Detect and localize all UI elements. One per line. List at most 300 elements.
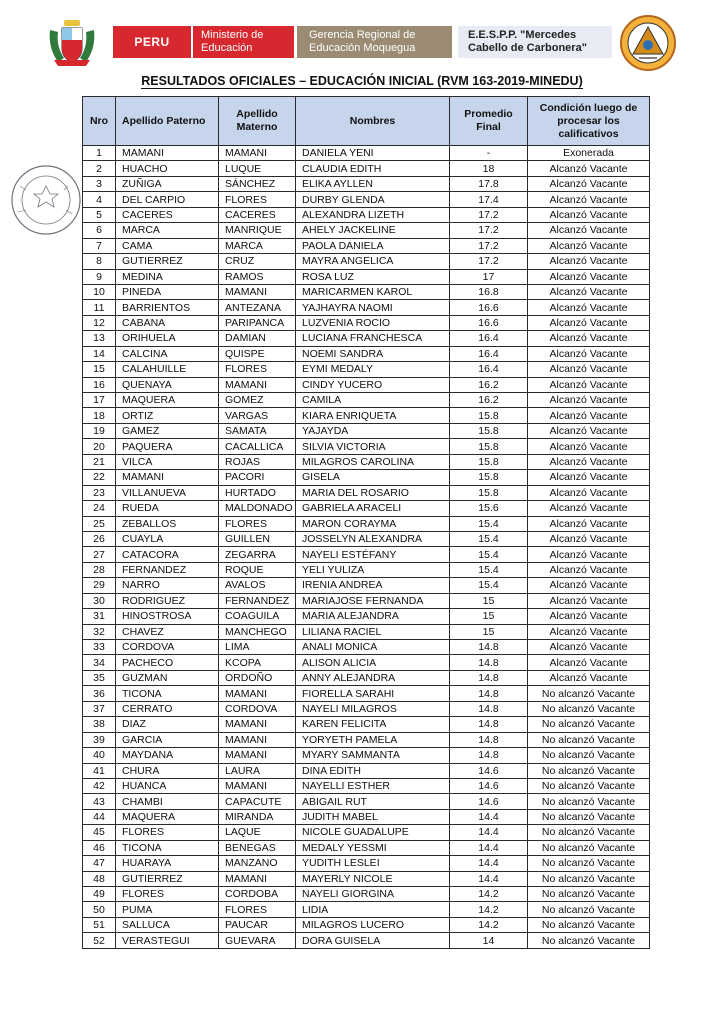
cell-paternal-surname: TICONA [116,840,219,855]
cell-names: GABRIELA ARACELI [296,501,450,516]
cell-paternal-surname: FERNANDEZ [116,562,219,577]
results-table [82,96,650,949]
cell-final-average: 14.8 [450,717,528,732]
cell-names: EYMI MEDALY [296,362,450,377]
cell-maternal-surname: MAMANI [219,377,296,392]
cell-maternal-surname: FLORES [219,362,296,377]
table-row [83,640,650,655]
cell-condition: Alcanzó Vacante [528,640,650,655]
cell-number: 47 [83,856,116,871]
cell-condition: No alcanzó Vacante [528,763,650,778]
cell-maternal-surname: FLORES [219,902,296,917]
table-row [83,393,650,408]
table-row [83,887,650,902]
cell-number: 51 [83,917,116,932]
table-row [83,670,650,685]
results-table-body [83,146,650,949]
table-row [83,377,650,392]
cell-paternal-surname: PAQUERA [116,439,219,454]
cell-number: 43 [83,794,116,809]
table-row [83,763,650,778]
official-stamp-icon [6,156,84,244]
cell-number: 16 [83,377,116,392]
cell-final-average: - [450,146,528,161]
cell-names: FIORELLA SARAHI [296,686,450,701]
cell-names: MARON CORAYMA [296,516,450,531]
cell-final-average: 17.8 [450,176,528,191]
cell-maternal-surname: CAPACUTE [219,794,296,809]
cell-names: ANNY ALEJANDRA [296,670,450,685]
cell-paternal-surname: NARRO [116,578,219,593]
cell-number: 12 [83,315,116,330]
cell-names: LIDIA [296,902,450,917]
cell-paternal-surname: CALAHUILLE [116,362,219,377]
cell-condition: Alcanzó Vacante [528,238,650,253]
cell-maternal-surname: HURTADO [219,485,296,500]
cell-names: CAMILA [296,393,450,408]
cell-paternal-surname: MARCA [116,223,219,238]
cell-paternal-surname: CUAYLA [116,531,219,546]
cell-paternal-surname: MAMANI [116,146,219,161]
cell-paternal-surname: FLORES [116,825,219,840]
cell-condition: Alcanzó Vacante [528,593,650,608]
col-header-maternal-surname: Apellido Materno [219,97,296,146]
cell-names: ALISON ALICIA [296,655,450,670]
cell-number: 38 [83,717,116,732]
cell-condition: Alcanzó Vacante [528,300,650,315]
cell-paternal-surname: FLORES [116,887,219,902]
cell-names: JOSSELYN ALEXANDRA [296,531,450,546]
cell-paternal-surname: HUACHO [116,161,219,176]
cell-maternal-surname: ROJAS [219,454,296,469]
cell-final-average: 16.8 [450,284,528,299]
cell-names: GISELA [296,470,450,485]
cell-final-average: 14.2 [450,917,528,932]
cell-maternal-surname: VARGAS [219,408,296,423]
cell-paternal-surname: GUZMAN [116,670,219,685]
cell-number: 36 [83,686,116,701]
cell-number: 28 [83,562,116,577]
cell-names: ELIKA AYLLEN [296,176,450,191]
cell-number: 30 [83,593,116,608]
col-header-paternal-surname: Apellido Paterno [116,97,219,146]
cell-final-average: 14 [450,933,528,948]
cell-number: 10 [83,284,116,299]
cell-number: 13 [83,331,116,346]
cell-number: 15 [83,362,116,377]
cell-paternal-surname: GUTIERREZ [116,254,219,269]
table-row [83,315,650,330]
cell-maternal-surname: ANTEZANA [219,300,296,315]
cell-number: 22 [83,470,116,485]
cell-final-average: 15.4 [450,578,528,593]
col-header-names: Nombres [296,97,450,146]
cell-paternal-surname: CABANA [116,315,219,330]
cell-maternal-surname: GUEVARA [219,933,296,948]
cell-condition: No alcanzó Vacante [528,794,650,809]
cell-names: MILAGROS LUCERO [296,917,450,932]
cell-paternal-surname: SALLUCA [116,917,219,932]
cell-condition: No alcanzó Vacante [528,856,650,871]
table-row [83,871,650,886]
cell-condition: No alcanzó Vacante [528,902,650,917]
cell-paternal-surname: DEL CARPIO [116,192,219,207]
table-row [83,547,650,562]
cell-number: 49 [83,887,116,902]
cell-paternal-surname: HUANCA [116,778,219,793]
cell-final-average: 16.2 [450,393,528,408]
table-row [83,562,650,577]
cell-names: JUDITH MABEL [296,809,450,824]
table-row [83,408,650,423]
cell-names: KAREN FELICITA [296,717,450,732]
table-row [83,748,650,763]
cell-final-average: 15.6 [450,501,528,516]
cell-paternal-surname: VILCA [116,454,219,469]
cell-final-average: 14.8 [450,655,528,670]
cell-number: 21 [83,454,116,469]
cell-number: 17 [83,393,116,408]
peru-label: PERU [113,26,191,58]
cell-condition: Alcanzó Vacante [528,362,650,377]
cell-condition: Alcanzó Vacante [528,223,650,238]
cell-number: 29 [83,578,116,593]
table-row [83,485,650,500]
cell-maternal-surname: MAMANI [219,748,296,763]
cell-paternal-surname: ORIHUELA [116,331,219,346]
cell-names: PAOLA DANIELA [296,238,450,253]
cell-maternal-surname: RAMOS [219,269,296,284]
cell-names: MARIA DEL ROSARIO [296,485,450,500]
cell-number: 7 [83,238,116,253]
cell-maternal-surname: PAUCAR [219,917,296,932]
cell-condition: Alcanzó Vacante [528,269,650,284]
cell-maternal-surname: MAMANI [219,778,296,793]
cell-final-average: 14.4 [450,856,528,871]
cell-number: 6 [83,223,116,238]
cell-maternal-surname: MAMANI [219,732,296,747]
cell-final-average: 14.6 [450,778,528,793]
cell-condition: Alcanzó Vacante [528,547,650,562]
cell-number: 9 [83,269,116,284]
cell-paternal-surname: MAYDANA [116,748,219,763]
cell-names: YELI YULIZA [296,562,450,577]
cell-paternal-surname: HUARAYA [116,856,219,871]
cell-number: 42 [83,778,116,793]
table-row [83,454,650,469]
cell-final-average: 14.6 [450,794,528,809]
cell-final-average: 16.6 [450,300,528,315]
cell-names: IRENIA ANDREA [296,578,450,593]
cell-paternal-surname: HINOSTROSA [116,609,219,624]
table-row [83,207,650,222]
cell-maternal-surname: MAMANI [219,146,296,161]
cell-names: KIARA ENRIQUETA [296,408,450,423]
cell-number: 8 [83,254,116,269]
cell-number: 19 [83,423,116,438]
cell-final-average: 16.4 [450,331,528,346]
cell-names: MARIAJOSE FERNANDA [296,593,450,608]
cell-maternal-surname: MIRANDA [219,809,296,824]
cell-final-average: 15.4 [450,531,528,546]
cell-names: LUCIANA FRANCHESCA [296,331,450,346]
cell-number: 37 [83,701,116,716]
cell-final-average: 15.8 [450,439,528,454]
cell-condition: Alcanzó Vacante [528,254,650,269]
cell-condition: Alcanzó Vacante [528,408,650,423]
cell-final-average: 15 [450,624,528,639]
table-row [83,933,650,948]
cell-number: 35 [83,670,116,685]
cell-names: YAJAYDA [296,423,450,438]
cell-paternal-surname: CORDOVA [116,640,219,655]
table-row [83,300,650,315]
col-header-condition: Condición luego de procesar los calificativos [528,97,650,146]
school-name-label: E.E.S.P.P. "Mercedes Cabello de Carbonera" [458,26,612,58]
cell-final-average: 17.2 [450,207,528,222]
cell-condition: Alcanzó Vacante [528,207,650,222]
cell-final-average: 14.4 [450,809,528,824]
cell-maternal-surname: MAMANI [219,284,296,299]
cell-paternal-surname: CERRATO [116,701,219,716]
cell-number: 23 [83,485,116,500]
cell-maternal-surname: BENEGAS [219,840,296,855]
cell-names: LILIANA RACIEL [296,624,450,639]
cell-maternal-surname: MARCA [219,238,296,253]
table-row [83,778,650,793]
cell-maternal-surname: CACALLICA [219,439,296,454]
cell-names: DINA EDITH [296,763,450,778]
table-row [83,701,650,716]
cell-final-average: 15 [450,593,528,608]
cell-names: MYARY SAMMANTA [296,748,450,763]
cell-paternal-surname: GARCIA [116,732,219,747]
cell-names: NAYELI ESTÉFANY [296,547,450,562]
cell-number: 20 [83,439,116,454]
cell-maternal-surname: PARIPANCA [219,315,296,330]
cell-number: 48 [83,871,116,886]
cell-maternal-surname: CRUZ [219,254,296,269]
cell-final-average: 15 [450,609,528,624]
cell-condition: Exonerada [528,146,650,161]
cell-names: ANALI MONICA [296,640,450,655]
table-row [83,269,650,284]
cell-condition: No alcanzó Vacante [528,825,650,840]
cell-condition: Alcanzó Vacante [528,439,650,454]
cell-number: 52 [83,933,116,948]
cell-maternal-surname: CORDOVA [219,701,296,716]
table-row [83,439,650,454]
cell-number: 45 [83,825,116,840]
cell-paternal-surname: ORTIZ [116,408,219,423]
table-row [83,686,650,701]
cell-names: ALEXANDRA LIZETH [296,207,450,222]
table-row [83,732,650,747]
cell-paternal-surname: MEDINA [116,269,219,284]
cell-names: YUDITH LESLEI [296,856,450,871]
cell-number: 31 [83,609,116,624]
cell-maternal-surname: KCOPA [219,655,296,670]
cell-final-average: 14.4 [450,871,528,886]
cell-paternal-surname: VILLANUEVA [116,485,219,500]
document-title: RESULTADOS OFICIALES – EDUCACIÓN INICIAL (RVM 163-2019-MINEDU) [141,74,583,88]
table-row [83,362,650,377]
cell-condition: No alcanzó Vacante [528,778,650,793]
cell-maternal-surname: LAURA [219,763,296,778]
cell-condition: No alcanzó Vacante [528,871,650,886]
cell-maternal-surname: ROQUE [219,562,296,577]
cell-paternal-surname: CACERES [116,207,219,222]
cell-maternal-surname: LUQUE [219,161,296,176]
cell-condition: Alcanzó Vacante [528,161,650,176]
cell-names: DANIELA YENI [296,146,450,161]
peru-coat-of-arms-icon [44,14,100,70]
cell-condition: Alcanzó Vacante [528,284,650,299]
cell-number: 5 [83,207,116,222]
cell-condition: Alcanzó Vacante [528,655,650,670]
cell-names: NICOLE GUADALUPE [296,825,450,840]
cell-final-average: 14.2 [450,887,528,902]
cell-condition: Alcanzó Vacante [528,578,650,593]
cell-paternal-surname: CATACORA [116,547,219,562]
cell-condition: Alcanzó Vacante [528,624,650,639]
cell-paternal-surname: MAQUERA [116,809,219,824]
cell-final-average: 15.8 [450,454,528,469]
cell-maternal-surname: MAMANI [219,717,296,732]
cell-condition: Alcanzó Vacante [528,485,650,500]
cell-names: DURBY GLENDA [296,192,450,207]
cell-maternal-surname: FERNANDEZ [219,593,296,608]
cell-paternal-surname: RUEDA [116,501,219,516]
cell-number: 1 [83,146,116,161]
cell-condition: No alcanzó Vacante [528,840,650,855]
table-row [83,809,650,824]
cell-names: NAYELI GIORGINA [296,887,450,902]
cell-final-average: 16.4 [450,362,528,377]
cell-number: 24 [83,501,116,516]
cell-paternal-surname: TICONA [116,686,219,701]
cell-paternal-surname: CALCINA [116,346,219,361]
cell-maternal-surname: ZEGARRA [219,547,296,562]
cell-condition: Alcanzó Vacante [528,423,650,438]
cell-names: CLAUDIA EDITH [296,161,450,176]
table-row [83,161,650,176]
table-row [83,531,650,546]
cell-condition: Alcanzó Vacante [528,531,650,546]
cell-number: 3 [83,176,116,191]
cell-paternal-surname: MAQUERA [116,393,219,408]
cell-maternal-surname: COAGUILA [219,609,296,624]
cell-maternal-surname: MANZANO [219,856,296,871]
col-header-number: Nro [83,97,116,146]
table-row [83,284,650,299]
cell-names: NAYELLI ESTHER [296,778,450,793]
cell-number: 11 [83,300,116,315]
cell-final-average: 15.4 [450,547,528,562]
cell-final-average: 14.2 [450,902,528,917]
cell-final-average: 14.8 [450,732,528,747]
regional-management-label: Gerencia Regional de Educación Moquegua [297,26,452,58]
cell-maternal-surname: CACERES [219,207,296,222]
cell-paternal-surname: DIAZ [116,717,219,732]
cell-maternal-surname: AVALOS [219,578,296,593]
cell-number: 27 [83,547,116,562]
cell-condition: No alcanzó Vacante [528,701,650,716]
cell-maternal-surname: LIMA [219,640,296,655]
cell-condition: No alcanzó Vacante [528,686,650,701]
cell-paternal-surname: PINEDA [116,284,219,299]
cell-final-average: 17.2 [450,223,528,238]
cell-number: 33 [83,640,116,655]
cell-paternal-surname: CHAMBI [116,794,219,809]
cell-names: MEDALY YESSMI [296,840,450,855]
cell-final-average: 17.2 [450,238,528,253]
cell-final-average: 15.8 [450,485,528,500]
cell-final-average: 16.2 [450,377,528,392]
cell-paternal-surname: PACHECO [116,655,219,670]
cell-maternal-surname: SÁNCHEZ [219,176,296,191]
table-header-row [83,97,650,146]
cell-condition: Alcanzó Vacante [528,176,650,191]
cell-names: LUZVENIA ROCIO [296,315,450,330]
cell-final-average: 14.8 [450,701,528,716]
cell-condition: No alcanzó Vacante [528,717,650,732]
cell-names: MARIA ALEJANDRA [296,609,450,624]
cell-condition: Alcanzó Vacante [528,346,650,361]
cell-condition: No alcanzó Vacante [528,732,650,747]
table-row [83,856,650,871]
cell-maternal-surname: CORDOBA [219,887,296,902]
cell-condition: Alcanzó Vacante [528,670,650,685]
cell-final-average: 15.8 [450,423,528,438]
cell-number: 44 [83,809,116,824]
cell-condition: No alcanzó Vacante [528,748,650,763]
cell-paternal-surname: GUTIERREZ [116,871,219,886]
cell-number: 39 [83,732,116,747]
cell-maternal-surname: MALDONADO [219,501,296,516]
table-row [83,609,650,624]
cell-condition: Alcanzó Vacante [528,315,650,330]
cell-paternal-surname: GAMEZ [116,423,219,438]
school-logo-icon [619,14,677,72]
cell-names: ABIGAIL RUT [296,794,450,809]
table-row [83,578,650,593]
cell-maternal-surname: FLORES [219,516,296,531]
table-row [83,624,650,639]
table-row [83,717,650,732]
cell-number: 50 [83,902,116,917]
cell-names: NOEMI SANDRA [296,346,450,361]
cell-condition: No alcanzó Vacante [528,887,650,902]
cell-condition: Alcanzó Vacante [528,501,650,516]
table-row [83,840,650,855]
cell-number: 26 [83,531,116,546]
table-row [83,146,650,161]
table-row [83,917,650,932]
cell-maternal-surname: MANCHEGO [219,624,296,639]
cell-final-average: 16.4 [450,346,528,361]
cell-maternal-surname: FLORES [219,192,296,207]
cell-paternal-surname: PUMA [116,902,219,917]
cell-number: 4 [83,192,116,207]
cell-condition: No alcanzó Vacante [528,933,650,948]
cell-names: MILAGROS CAROLINA [296,454,450,469]
cell-paternal-surname: CHURA [116,763,219,778]
cell-maternal-surname: GUILLEN [219,531,296,546]
cell-names: AHELY JACKELINE [296,223,450,238]
cell-paternal-surname: QUENAYA [116,377,219,392]
cell-maternal-surname: MAMANI [219,871,296,886]
